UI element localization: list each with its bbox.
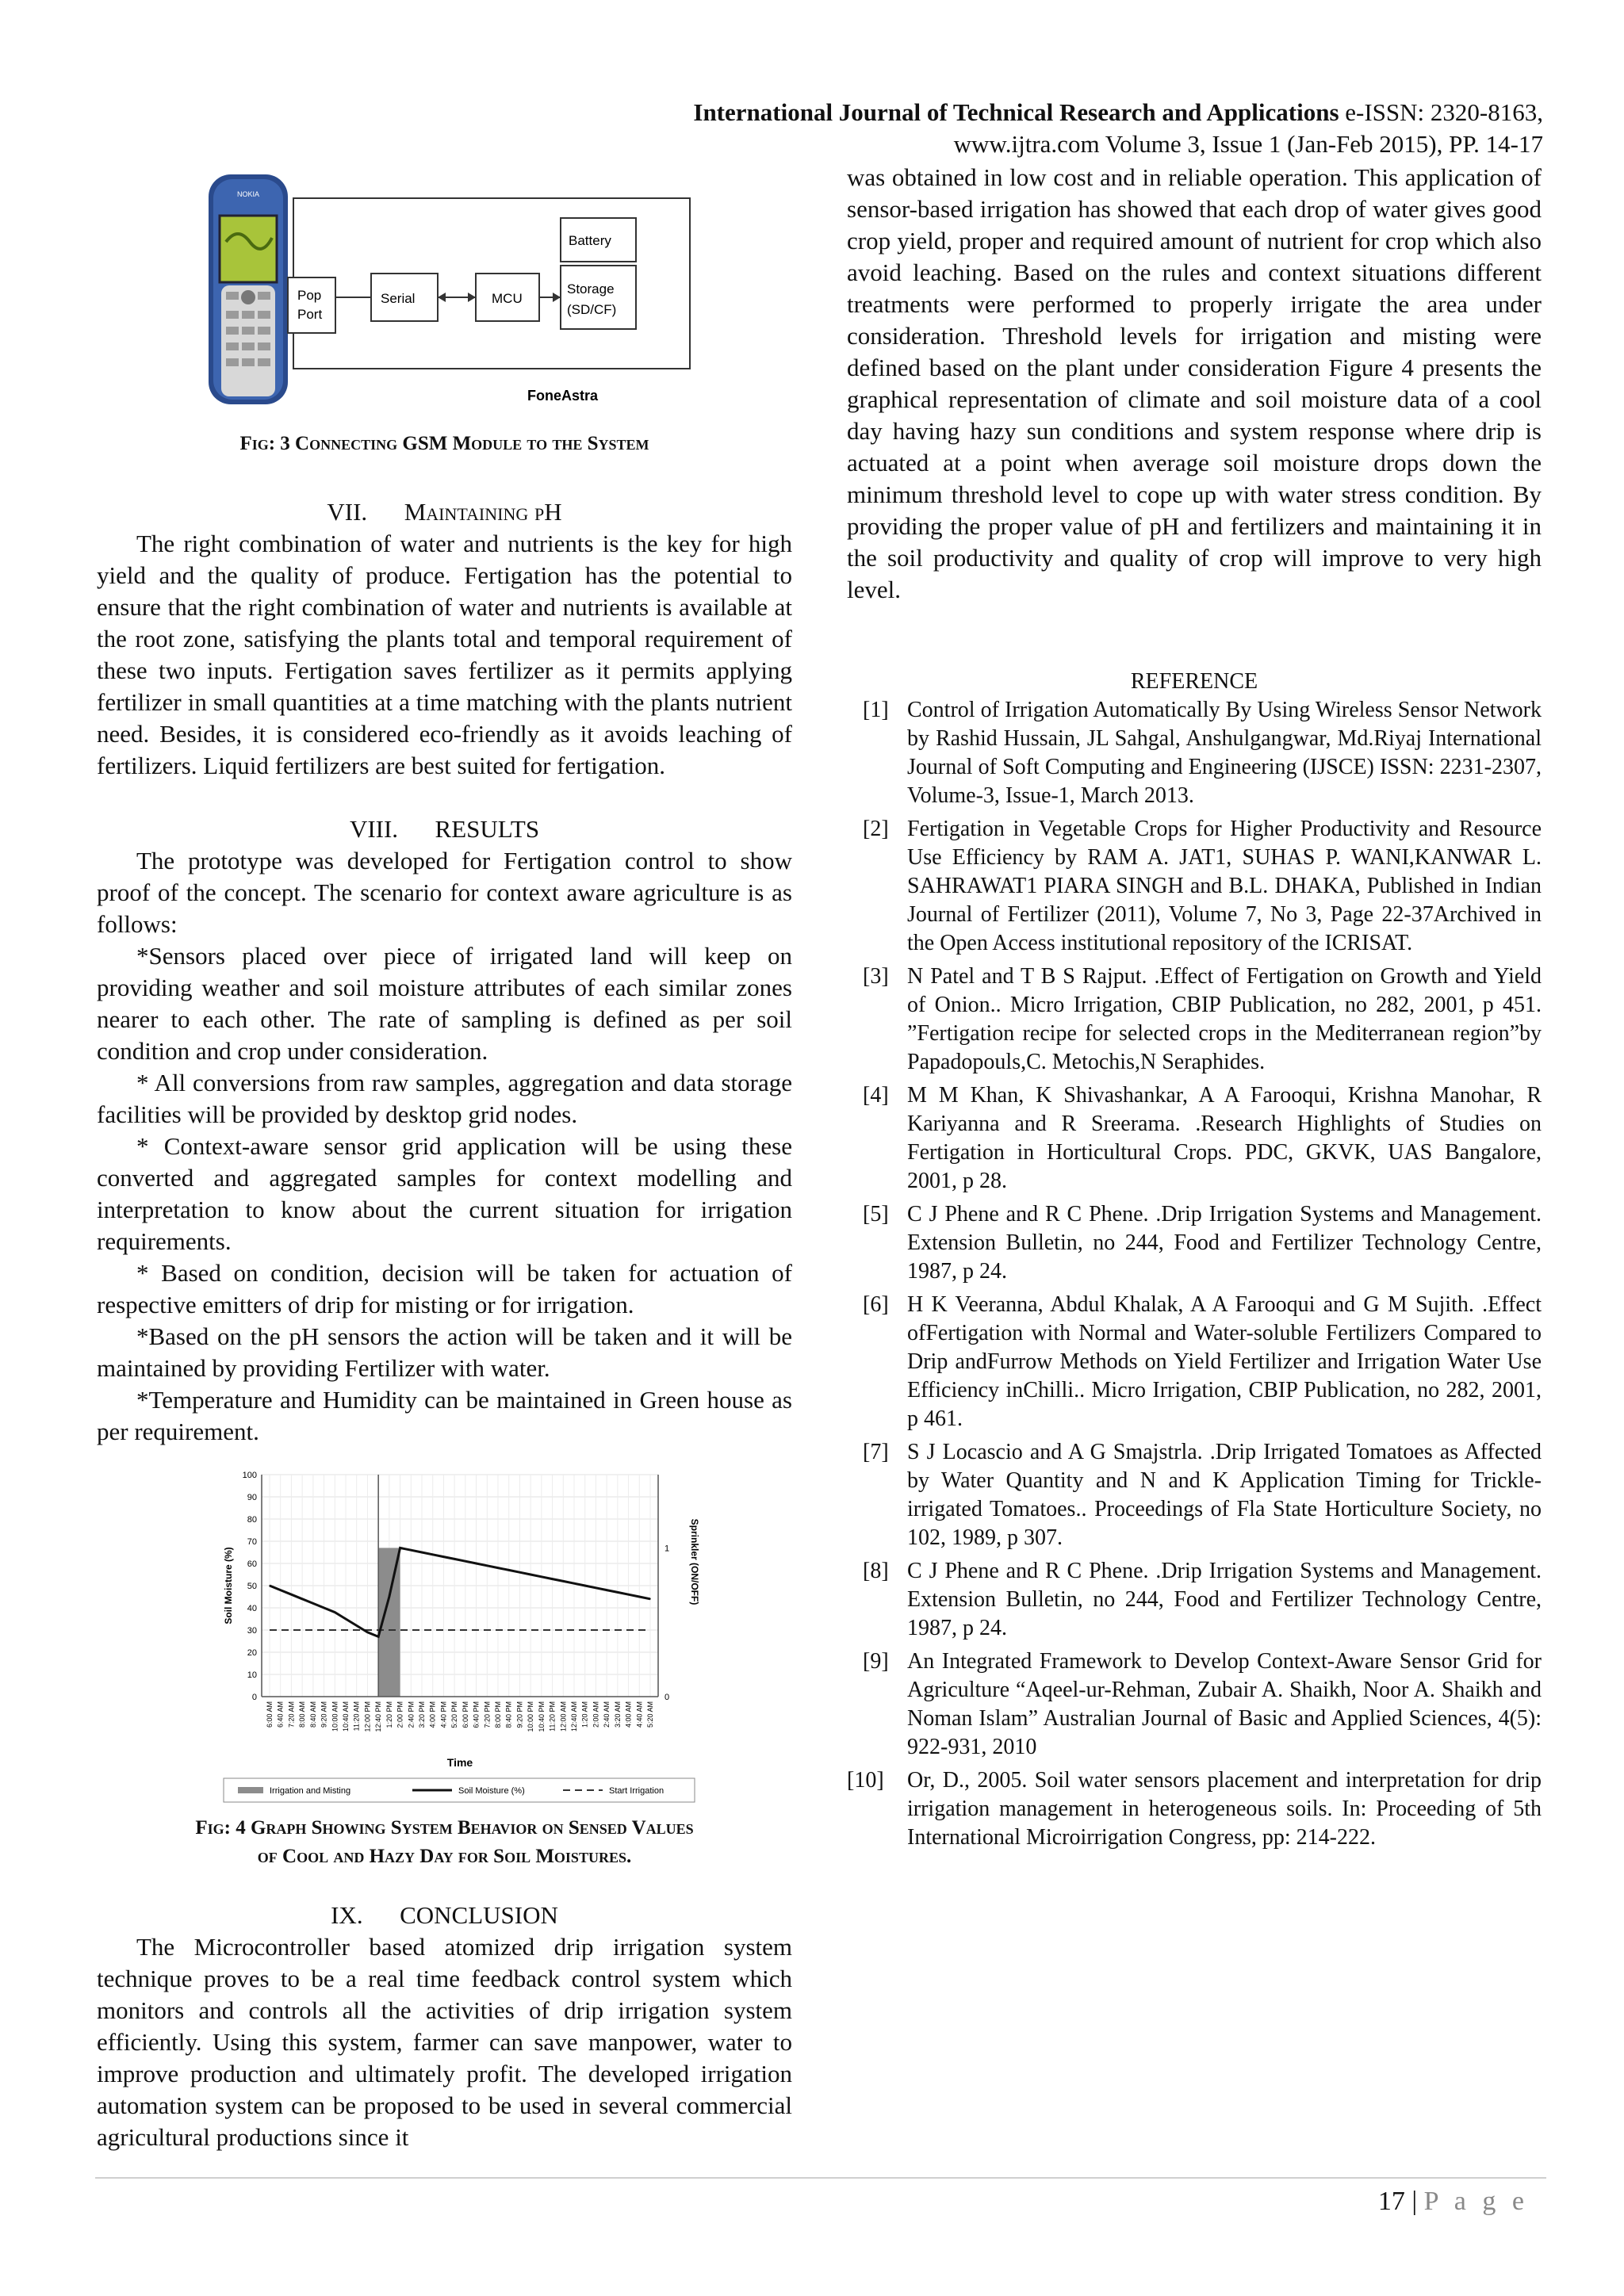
x-tick-label: 12:40 PM bbox=[374, 1701, 383, 1732]
x-tick-label: 11:20 PM bbox=[548, 1701, 557, 1732]
figure-3 bbox=[202, 166, 694, 412]
soil-moisture-point bbox=[530, 1574, 531, 1575]
x-tick-label: 5:20 PM bbox=[450, 1701, 459, 1728]
y-tick-label: 10 bbox=[247, 1670, 257, 1680]
reference-item bbox=[847, 1081, 1542, 1196]
x-tick-label: 6:40 AM bbox=[276, 1701, 285, 1728]
soil-moisture-line bbox=[270, 1548, 650, 1636]
soil-moisture-point bbox=[356, 1625, 358, 1627]
section-8-paragraph: *Based on the pH sensors the action will be taken and it will be maintained by providing Fertilizer with water. bbox=[97, 1322, 792, 1382]
y-tick-label: 20 bbox=[247, 1648, 257, 1658]
page-number: 17 bbox=[1377, 2187, 1405, 2216]
x-tick-label: 12:40 AM bbox=[570, 1701, 578, 1732]
journal-header-line1 bbox=[512, 97, 1543, 128]
soil-moisture-chart bbox=[214, 1467, 714, 1808]
reference-item bbox=[847, 1200, 1542, 1286]
journal-name: International Journal of Technical Research and Applications bbox=[693, 98, 1339, 126]
reference-text: H K Veeranna, Abdul Khalak, A A Farooqui and G M Sujith. .Effect ofFertigation with Normal and Water-soluble Fertilizers Compared to Drip andFurrow Methods on Yield Fertilizer and Irrigation Water Use Efficiency inChilli.. Micro Irrigation, CBIP Publication, no 282, 2001, p 461. bbox=[907, 1292, 1542, 1431]
x-tick-label: 5:20 AM bbox=[646, 1701, 654, 1728]
right-column-paragraph: was obtained in low cost and in reliable operation. This application of sensor-based irrigation has showed that each drop of water gives good crop yield, proper and required amount of nutrient for crop which also avoid leaching. Based on the rules and context situations different treatments were performed to properly irrigate the area under consideration. Threshold levels for irrigation and misting were defined based on the plant under consideration Figure 4 presents the graphical representation of climate and soil moisture data of a cool day having hazy sun conditions and system response where drip is actuated at a point when average soil moisture drops down the minimum threshold level to cope up with water stress condition. By providing the proper value of pH and fertilizers and maintaining it in the soil productivity and quality of crop will improve to very high level. bbox=[847, 163, 1542, 603]
storage-label-2: (SD/CF) bbox=[567, 302, 617, 317]
x-tick-label: 4:40 PM bbox=[439, 1701, 448, 1728]
page-footer bbox=[1378, 2187, 1529, 2217]
soil-moisture-point bbox=[400, 1548, 401, 1549]
reference-number: [9] bbox=[863, 1649, 889, 1674]
soil-moisture-point bbox=[465, 1560, 466, 1562]
legend-label: Irrigation and Misting bbox=[270, 1786, 351, 1796]
figure-4 bbox=[214, 1467, 714, 1808]
x-tick-label: 2:00 PM bbox=[396, 1701, 404, 1728]
soil-moisture-point bbox=[345, 1618, 347, 1620]
references-title: REFERENCE bbox=[1130, 669, 1258, 694]
soil-moisture-point bbox=[432, 1554, 434, 1556]
y2-tick-label: 0 bbox=[665, 1693, 670, 1702]
pop-port-label: Pop bbox=[297, 288, 322, 303]
soil-moisture-point bbox=[301, 1598, 303, 1600]
y-tick-label: 0 bbox=[251, 1693, 257, 1702]
x-tick-label: 3:20 AM bbox=[613, 1701, 622, 1728]
x-tick-label: 4:00 AM bbox=[624, 1701, 633, 1728]
reference-number: [8] bbox=[863, 1559, 889, 1583]
reference-number: [2] bbox=[863, 817, 889, 841]
reference-text: An Integrated Framework to Develop Context-Aware Sensor Grid for Agriculture “Aqeel-ur-Rehman, Zubair A. Shaikh, Noor A. Shaikh and Noman Islam” Australian Journal of Basic and Applied Sciences, 4(5): 922-931, 2010 bbox=[907, 1649, 1542, 1759]
x-tick-label: 9:20 AM bbox=[320, 1701, 328, 1728]
reference-text: Or, D., 2005. Soil water sensors placement and interpretation for drip irrigation management in heterogeneous soils. In: Proceeding of 5th International Microirrigation Congress, pp: 214-222. bbox=[907, 1768, 1542, 1850]
y2-axis-label: Sprinkler (ON/OFF) bbox=[689, 1518, 700, 1605]
x-tick-label: 11:20 AM bbox=[352, 1701, 361, 1732]
x-tick-label: 6:00 PM bbox=[461, 1701, 469, 1728]
soil-moisture-point bbox=[324, 1607, 325, 1609]
journal-issn: e-ISSN: 2320-8163, bbox=[1345, 98, 1543, 126]
phone-brand: NOKIA bbox=[236, 190, 260, 198]
soil-moisture-point bbox=[573, 1582, 575, 1584]
x-tick-label: 10:00 PM bbox=[527, 1701, 535, 1732]
legend-label: Start Irrigation bbox=[609, 1786, 665, 1796]
journal-header bbox=[512, 97, 1543, 160]
x-tick-label: 7:20 AM bbox=[287, 1701, 296, 1728]
device-enclosure bbox=[293, 198, 690, 369]
reference-item bbox=[847, 696, 1542, 810]
y-tick-label: 40 bbox=[247, 1604, 257, 1613]
soil-moisture-point bbox=[584, 1585, 586, 1586]
reference-item bbox=[847, 815, 1542, 958]
y-tick-label: 50 bbox=[247, 1582, 257, 1591]
soil-moisture-point bbox=[541, 1576, 542, 1578]
reference-text: C J Phene and R C Phene. .Drip Irrigation Systems and Management. Extension Bulletin, no 244, Food and Fertilizer Technology Centre, 1987, p 24. bbox=[907, 1559, 1542, 1640]
soil-moisture-point bbox=[562, 1581, 564, 1582]
x-tick-label: 8:40 AM bbox=[308, 1701, 317, 1728]
x-tick-label: 2:40 AM bbox=[603, 1701, 611, 1728]
page-separator: | bbox=[1411, 2187, 1418, 2216]
reference-text: M M Khan, K Shivashankar, A A Farooqui, Krishna Manohar, R Kariyanna and R Sreerama. .Research Highlights of Studies on Fertigation in Horticultural Crops. PDC, GKVK, UAS Bangalore, 2001, p 28. bbox=[907, 1083, 1542, 1193]
reference-number: [4] bbox=[863, 1083, 889, 1108]
reference-item bbox=[847, 1766, 1542, 1852]
reference-text: Control of Irrigation Automatically By Using Wireless Sensor Network by Rashid Hussain, JL Sahgal, Anshulgangwar, Md.Riyaj International Journal of Soft Computing and Engineering (IJSCE) ISSN: 2231-2307, Volume-3, Issue-1, March 2013. bbox=[907, 698, 1542, 808]
section-9-number: IX. bbox=[331, 1901, 363, 1929]
soil-moisture-point bbox=[334, 1612, 335, 1613]
x-tick-label: 4:00 PM bbox=[428, 1701, 437, 1728]
x-tick-label: 2:00 AM bbox=[592, 1701, 600, 1728]
x-tick-label: 3:20 PM bbox=[418, 1701, 426, 1728]
soil-moisture-point bbox=[552, 1578, 553, 1580]
section-7-paragraph: The right combination of water and nutrients is the key for high yield and the quality of produce. Fertigation has the potential to ensure that the right combination of water and nutrients is available at the root zone, satisfying the plants total and temporal requirement of these two inputs. Fertigation saves fertilizer as it permits applying fertilizer in small quantities at a time matching with the plants nutrient need. Besides, it is considered eco-friendly as it avoids leaching of fertilizers. Liquid fertilizers are best suited for fertigation. bbox=[97, 530, 792, 779]
arrow-head-icon bbox=[438, 293, 446, 302]
section-8-paragraph: The prototype was developed for Fertigation control to show proof of the concept. The scenario for context aware agriculture is as follows: bbox=[97, 847, 792, 938]
y-axis-label: Soil Moisture (%) bbox=[223, 1547, 234, 1624]
y-tick-label: 100 bbox=[242, 1471, 257, 1480]
x-tick-label: 6:00 AM bbox=[266, 1701, 274, 1728]
pop-port-label-2: Port bbox=[297, 307, 323, 322]
section-8-paragraph: * All conversions from raw samples, aggregation and data storage facilities will be provided by desktop grid nodes. bbox=[97, 1069, 792, 1128]
storage-label: Storage bbox=[567, 281, 615, 297]
section-8-paragraph: * Based on condition, decision will be taken for actuation of respective emitters of drip for misting or for irrigation. bbox=[97, 1259, 792, 1318]
left-column-top bbox=[97, 496, 792, 1448]
serial-label: Serial bbox=[381, 291, 416, 306]
soil-moisture-point bbox=[596, 1587, 597, 1589]
gsm-module-diagram bbox=[202, 166, 694, 412]
storage-block bbox=[561, 266, 636, 329]
right-column-text bbox=[847, 162, 1542, 606]
x-axis-label: Time bbox=[446, 1756, 473, 1769]
soil-moisture-point bbox=[519, 1571, 521, 1573]
references bbox=[847, 668, 1542, 1857]
x-tick-label: 7:20 PM bbox=[483, 1701, 492, 1728]
reference-item bbox=[847, 1647, 1542, 1762]
figure-3-caption: Fig: 3 Connecting GSM Module to the System bbox=[239, 433, 649, 454]
reference-item bbox=[847, 1291, 1542, 1433]
soil-moisture-point bbox=[377, 1636, 379, 1638]
reference-item bbox=[847, 1438, 1542, 1552]
arrow-head-icon bbox=[553, 293, 561, 302]
section-8-paragraph: *Temperature and Humidity can be maintained in Green house as per requirement. bbox=[97, 1386, 792, 1445]
pop-port-block bbox=[288, 277, 335, 333]
section-8-paragraph: * Context-aware sensor grid application will be using these converted and aggregated samples for context modelling and interpretation to know about the current situation for irrigation requirements. bbox=[97, 1132, 792, 1255]
soil-moisture-point bbox=[269, 1585, 270, 1586]
reference-item bbox=[847, 962, 1542, 1077]
x-tick-label: 12:00 AM bbox=[559, 1701, 568, 1732]
reference-text: Fertigation in Vegetable Crops for Higher Productivity and Resource Use Efficiency by RAM A. JAT1, SUHAS P. WANI,KANWAR L. SAHRAWAT1 PIARA SINGH and B.L. DHAKA, Published in Indian Journal of Fertilizer (2011), Volume 7, No 3, Page 22-37Archived in the Open Access institutional repository of the ICRISAT. bbox=[907, 817, 1542, 955]
reference-text: C J Phene and R C Phene. .Drip Irrigation Systems and Management. Extension Bulletin, no 244, Food and Fertilizer Technology Centre, 1987, p 24. bbox=[907, 1202, 1542, 1284]
x-tick-label: 10:40 PM bbox=[537, 1701, 546, 1732]
soil-moisture-point bbox=[421, 1552, 423, 1553]
soil-moisture-point bbox=[454, 1559, 455, 1560]
reference-number: [6] bbox=[863, 1292, 889, 1317]
footer-divider bbox=[95, 2177, 1546, 2179]
x-tick-label: 6:40 PM bbox=[472, 1701, 481, 1728]
x-tick-label: 12:00 PM bbox=[363, 1701, 372, 1732]
section-7-title: Maintaining pH bbox=[404, 498, 562, 526]
section-9-heading bbox=[97, 1900, 792, 1931]
soil-moisture-point bbox=[628, 1594, 630, 1595]
x-tick-label: 1:20 PM bbox=[385, 1701, 393, 1728]
soil-moisture-point bbox=[508, 1570, 510, 1571]
reference-list bbox=[847, 696, 1542, 1852]
journal-header-line2: www.ijtra.com Volume 3, Issue 1 (Jan-Feb 2015), PP. 14-17 bbox=[953, 130, 1543, 158]
arrow-head-icon bbox=[468, 293, 476, 302]
x-tick-label: 8:00 AM bbox=[298, 1701, 307, 1728]
x-tick-label: 4:40 AM bbox=[635, 1701, 644, 1728]
x-tick-label: 2:40 PM bbox=[407, 1701, 416, 1728]
y-tick-label: 80 bbox=[247, 1515, 257, 1525]
x-tick-label: 10:40 AM bbox=[342, 1701, 350, 1732]
soil-moisture-point bbox=[486, 1565, 488, 1567]
legend-swatch-irrigation bbox=[238, 1787, 263, 1793]
phone-icon bbox=[209, 174, 288, 404]
soil-moisture-point bbox=[617, 1592, 619, 1594]
soil-moisture-point bbox=[367, 1632, 369, 1633]
soil-moisture-point bbox=[312, 1603, 314, 1605]
x-tick-label: 10:00 AM bbox=[331, 1701, 339, 1732]
reference-number: [1] bbox=[863, 698, 889, 722]
reference-number: [5] bbox=[863, 1202, 889, 1226]
soil-moisture-point bbox=[280, 1590, 282, 1591]
section-8-number: VIII. bbox=[349, 815, 399, 843]
soil-moisture-point bbox=[476, 1563, 477, 1564]
soil-moisture-point bbox=[497, 1567, 499, 1569]
reference-item bbox=[847, 1557, 1542, 1643]
battery-label: Battery bbox=[569, 233, 611, 248]
y-tick-label: 70 bbox=[247, 1537, 257, 1547]
soil-moisture-point bbox=[606, 1590, 607, 1591]
foneastra-label: FoneAstra bbox=[527, 388, 599, 404]
reference-number: [10] bbox=[847, 1768, 884, 1793]
section-7-heading bbox=[97, 496, 792, 528]
y-tick-label: 90 bbox=[247, 1493, 257, 1502]
left-column-bottom bbox=[97, 1900, 792, 2153]
reference-number: [7] bbox=[863, 1440, 889, 1464]
soil-moisture-point bbox=[649, 1598, 651, 1600]
legend-label: Soil Moisture (%) bbox=[458, 1786, 525, 1796]
soil-moisture-point bbox=[291, 1594, 293, 1595]
mcu-label: MCU bbox=[492, 291, 523, 306]
reference-text: N Patel and T B S Rajput. .Effect of Fertigation on Growth and Yield of Onion.. Micro Irrigation, CBIP Publication, no 282, 2001, p 451. ”Fertigation recipe for selected crops in the Mediterranean region”by Papadopouls,C. Metochis,N Seraphides. bbox=[907, 964, 1542, 1074]
soil-moisture-point bbox=[638, 1596, 640, 1598]
section-7-number: VII. bbox=[327, 498, 368, 526]
reference-number: [3] bbox=[863, 964, 889, 989]
soil-moisture-point bbox=[443, 1556, 445, 1558]
y2-tick-label: 1 bbox=[665, 1544, 670, 1554]
x-tick-label: 8:00 PM bbox=[494, 1701, 502, 1728]
x-tick-label: 9:20 PM bbox=[515, 1701, 524, 1728]
soil-moisture-point bbox=[389, 1596, 390, 1598]
soil-moisture-point bbox=[410, 1549, 412, 1551]
figure-4-caption-line1: Fig: 4 Graph Showing System Behavior on Sensed Values bbox=[195, 1817, 694, 1839]
x-tick-label: 1:20 AM bbox=[580, 1701, 589, 1728]
section-9-title: CONCLUSION bbox=[400, 1901, 558, 1929]
section-9-paragraph: The Microcontroller based atomized drip irrigation system technique proves to be a real time feedback control system which monitors and controls all the activities of drip irrigation system efficiently. Using this system, farmer can save manpower, water to improve production and ultimately profit. The developed irrigation automation system can be proposed to be used in several commercial agricultural productions since it bbox=[97, 1933, 792, 2151]
page-label: P a g e bbox=[1423, 2187, 1529, 2216]
section-8-paragraph: *Sensors placed over piece of irrigated land will keep on providing weather and soil moisture attributes of each similar zones nearer to each other. The rate of sampling is defined as per soil condition and crop under consideration. bbox=[97, 942, 792, 1065]
figure-4-caption-line2: of Cool and Hazy Day for Soil Moistures. bbox=[257, 1846, 632, 1867]
y-tick-label: 60 bbox=[247, 1559, 257, 1569]
figure-4-caption bbox=[97, 1814, 792, 1871]
y-tick-label: 30 bbox=[247, 1626, 257, 1636]
reference-text: S J Locascio and A G Smajstrla. .Drip Irrigated Tomatoes as Affected by Water Quantity and N and K Application Timing for Trickle-irrigated Tomatoes.. Proceedings of Fla State Horticulture Society, no 102, 1989, p 307. bbox=[907, 1440, 1542, 1550]
section-8-heading bbox=[97, 813, 792, 845]
x-tick-label: 8:40 PM bbox=[504, 1701, 513, 1728]
section-8-title: RESULTS bbox=[435, 815, 540, 843]
